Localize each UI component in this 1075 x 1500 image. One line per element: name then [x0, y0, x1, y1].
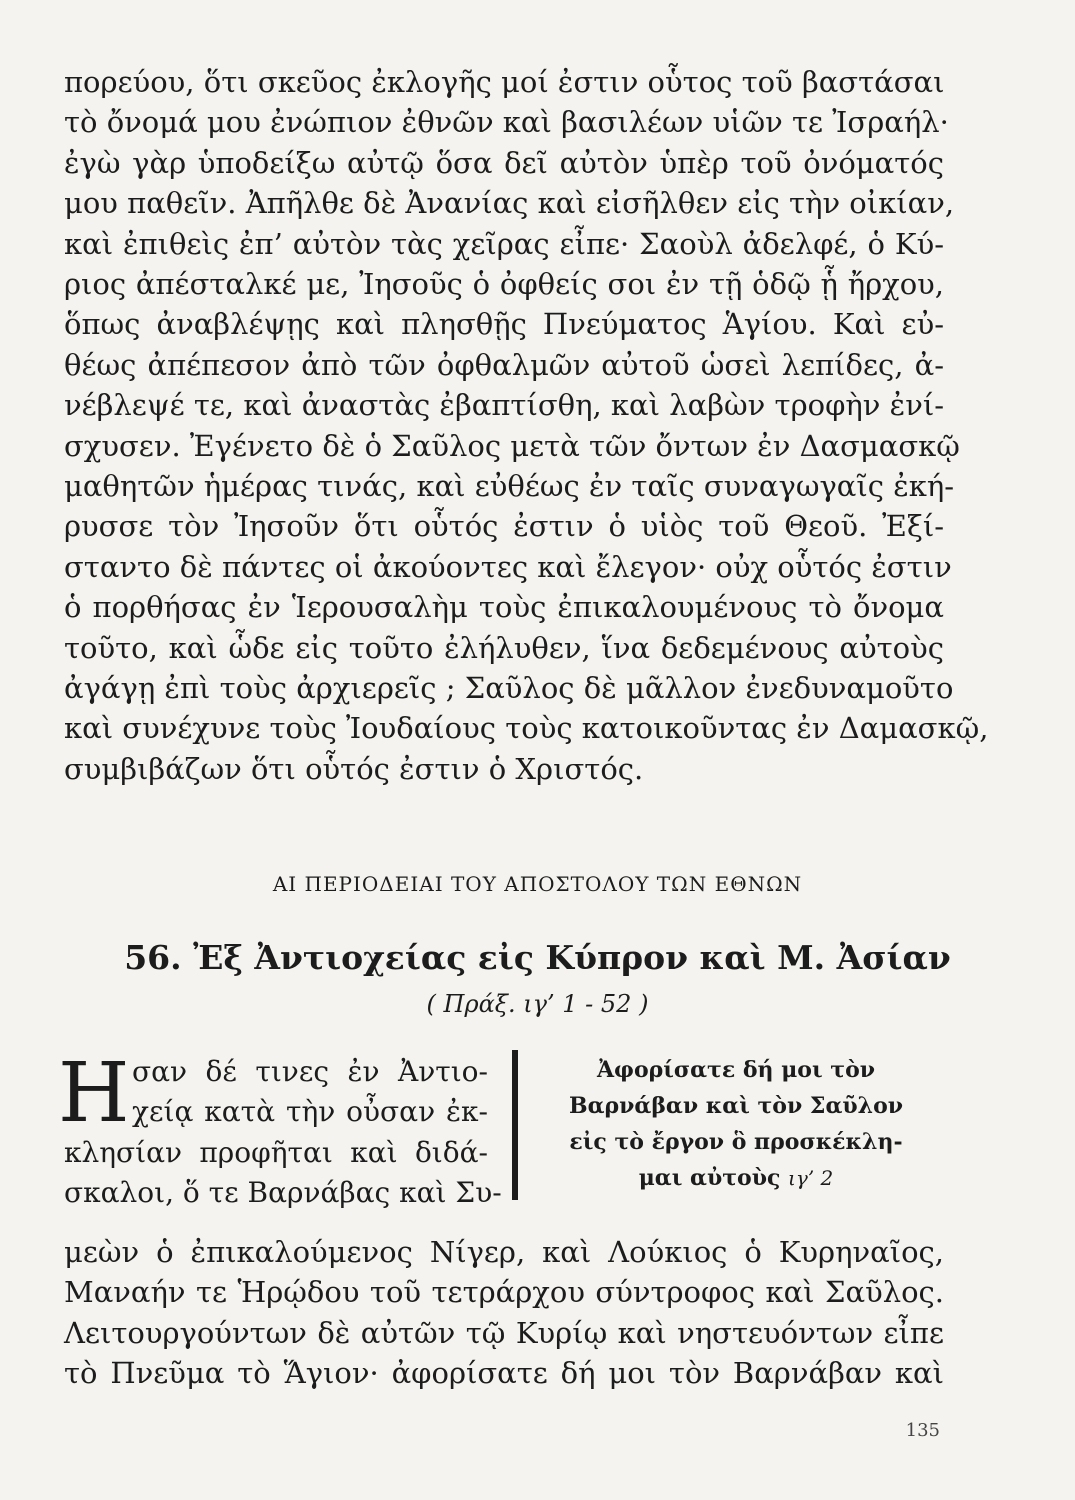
column-divider	[512, 1050, 518, 1200]
margin-note-line: μαι αὐτοὺς	[638, 1165, 781, 1191]
scripture-reference: ( Πράξ. ιγ’ 1 - 52 )	[426, 990, 649, 1018]
drop-cap: Η	[58, 1046, 130, 1141]
text-line: θέως ἀπέπεσον ἀπὸ τῶν ὀφθαλμῶν αὐτοῦ ὡσεὶ λεπίδες, ἀ-	[64, 348, 944, 382]
margin-note-reference: ιγ’ 2	[788, 1166, 834, 1190]
column-line: χείᾳ κατὰ τὴν οὖσαν ἐκ-	[132, 1095, 488, 1128]
margin-note-line: Ἀφορίσατε δή μοι τὸν	[596, 1057, 876, 1083]
text-line: νέβλεψέ τε, καὶ ἀναστὰς ἐβαπτίσθη, καὶ λαβὼν τροφὴν ἐνί-	[64, 388, 944, 422]
text-line: ἀγάγῃ ἐπὶ τοὺς ἀρχιερεῖς ; Σαῦλος δὲ μᾶλλον ἐνεδυναμοῦτο	[64, 671, 954, 705]
text-line: μεὼν ὁ ἐπικαλούμενος Νίγερ, καὶ Λούκιος ὁ Κυρηναῖος,	[64, 1235, 944, 1269]
text-line: ριος ἀπέσταλκέ με, Ἰησοῦς ὁ ὀφθείς σοι ἐν τῇ ὁδῷ ᾗ ἤρχου,	[64, 267, 944, 301]
column-line: σαν δέ τινες ἐν Ἀντιο-	[132, 1055, 488, 1088]
column-line: σκαλοι, ὅ τε Βαρνάβας καὶ Συ-	[64, 1176, 502, 1209]
column-line: κλησίαν προφῆται καὶ διδά-	[64, 1136, 488, 1169]
text-line: συμβιβάζων ὅτι οὗτός ἐστιν ὁ Χριστός.	[64, 752, 644, 786]
margin-note-line: Βαρνάβαν καὶ τὸν Σαῦλον	[568, 1093, 904, 1119]
text-line: πορεύου, ὅτι σκεῦος ἐκλογῆς μοί ἐστιν οὗτος τοῦ βαστάσαι	[64, 65, 945, 99]
text-line: ὅπως ἀναβλέψῃς καὶ πλησθῇς Πνεύματος Ἁγίου. Καὶ εὐ-	[64, 307, 944, 341]
margin-note-last-line	[540, 1160, 932, 1196]
chapter-title: 56. Ἐξ Ἀντιοχείας εἰς Κύπρον καὶ Μ. Ἀσίαν	[124, 938, 951, 977]
text-line: Μαναήν τε Ἡρῴδου τοῦ τετράρχου σύντροφος καὶ Σαῦλος.	[64, 1275, 944, 1309]
page-number: 135	[905, 1420, 940, 1441]
text-line: ρυσσε τὸν Ἰησοῦν ὅτι οὗτός ἐστιν ὁ υἱὸς τοῦ Θεοῦ. Ἐξί-	[64, 509, 944, 543]
text-line: σχυσεν. Ἐγένετο δὲ ὁ Σαῦλος μετὰ τῶν ὄντων ἐν Δασμασκῷ	[64, 429, 960, 463]
text-line: τὸ ὄνομά μου ἐνώπιον ἐθνῶν καὶ βασιλέων υἱῶν τε Ἰσραήλ·	[64, 105, 949, 139]
text-line: ὁ πορθήσας ἐν Ἱερουσαλὴμ τοὺς ἐπικαλουμένους τὸ ὄνομα	[64, 590, 944, 624]
text-line: τοῦτο, καὶ ὧδε εἰς τοῦτο ἐλήλυθεν, ἵνα δεδεμένους αὐτοὺς	[64, 631, 944, 665]
text-line: μαθητῶν ἡμέρας τινάς, καὶ εὐθέως ἐν ταῖς συναγωγαῖς ἐκή-	[64, 469, 955, 503]
margin-note-line: εἰς τὸ ἔργον ὃ προσκέκλη-	[569, 1129, 903, 1155]
text-line: ἐγὼ γὰρ ὑποδείξω αὐτῷ ὅσα δεῖ αὐτὸν ὑπὲρ τοῦ ὀνόματός	[64, 146, 944, 180]
text-line: καὶ ἐπιθεὶς ἐπ’ αὐτὸν τὰς χεῖρας εἶπε· Σαοὺλ ἀδελφέ, ὁ Κύ-	[64, 227, 944, 261]
text-line: καὶ συνέχυνε τοὺς Ἰουδαίους τοὺς κατοικοῦντας ἐν Δαμασκῷ,	[64, 711, 989, 745]
text-line: Λειτουργούντων δὲ αὐτῶν τῷ Κυρίῳ καὶ νηστευόντων εἶπε	[64, 1316, 944, 1350]
text-line: τὸ Πνεῦμα τὸ Ἅγιον· ἀφορίσατε δή μοι τὸν Βαρνάβαν καὶ	[64, 1356, 944, 1390]
text-line: σταντο δὲ πάντες οἱ ἀκούοντες καὶ ἔλεγον· οὐχ οὗτός ἐστιν	[64, 550, 952, 584]
section-title: ΑΙ ΠΕΡΙΟΔΕΙΑΙ ΤΟΥ ΑΠΟΣΤΟΛΟΥ ΤΩΝ ΕΘΝΩΝ	[272, 872, 803, 896]
text-line: μου παθεῖν. Ἀπῆλθε δὲ Ἀνανίας καὶ εἰσῆλθεν εἰς τὴν οἰκίαν,	[64, 186, 955, 220]
